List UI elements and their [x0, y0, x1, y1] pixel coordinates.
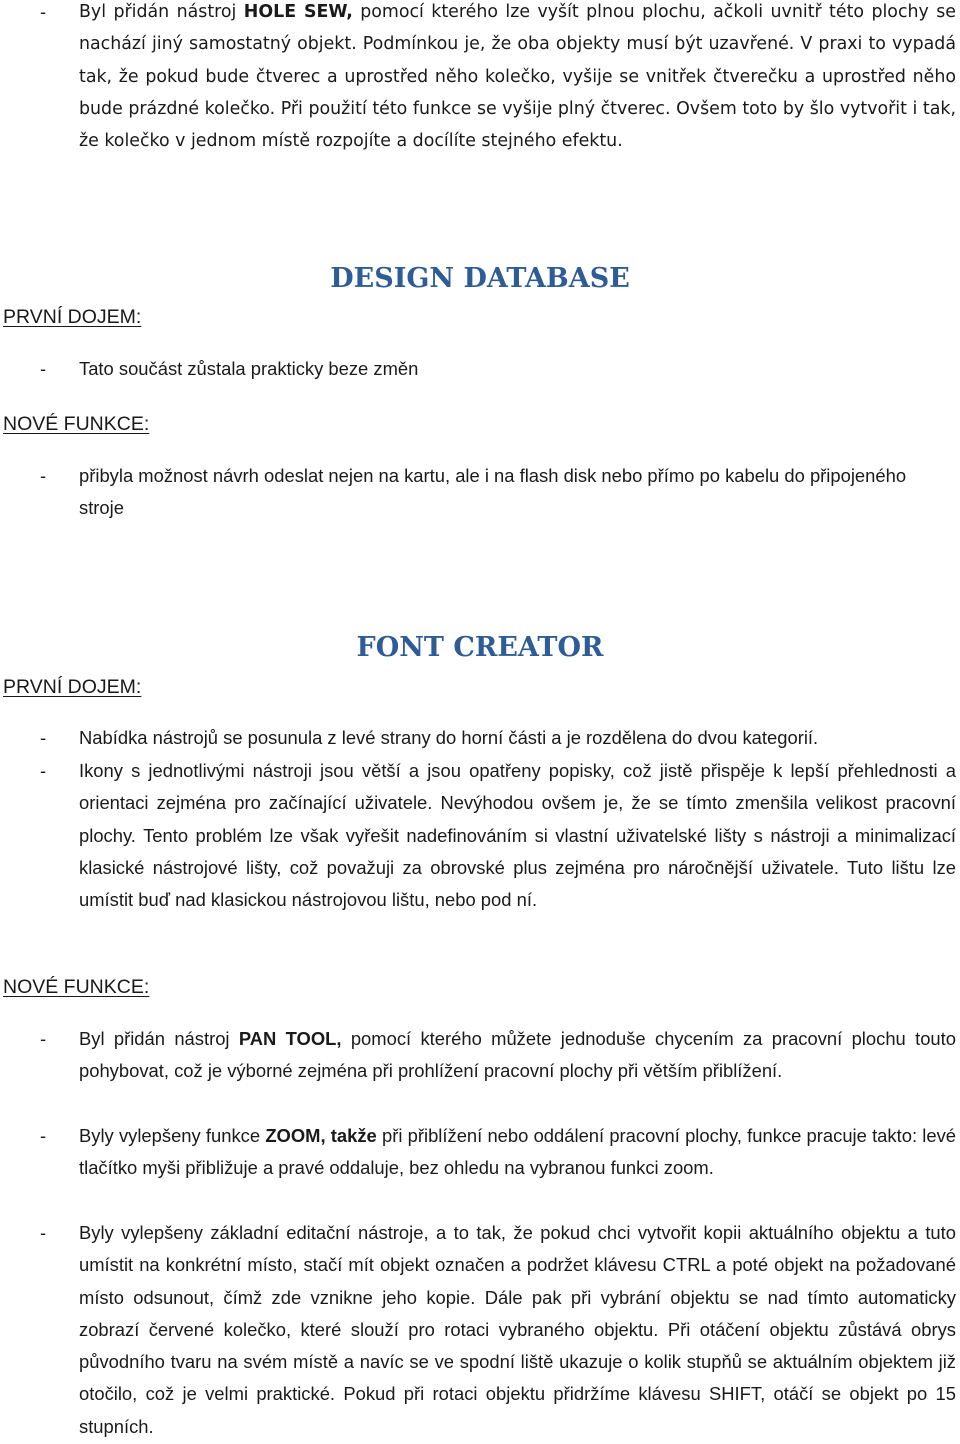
list-item: [0, 755, 956, 916]
list-item-text: Tato součást zůstala prakticky beze změn: [79, 358, 419, 379]
section-title-font-creator: FONT CREATOR: [356, 632, 604, 663]
heading-first-impression: PRVNÍ DOJEM:: [3, 676, 142, 698]
list-item-text: přibyla možnost návrh odeslat nejen na kartu, ale i na flash disk nebo přímo po kabelu do připojeného stroje: [79, 465, 907, 519]
section-title-design-database: DESIGN DATABASE: [330, 263, 630, 294]
bullet-dash: -: [40, 1, 47, 22]
list-item-hole-sew: [0, 0, 956, 157]
bullet-dash: -: [40, 760, 47, 781]
list-item-text: Byly vylepšeny funkce ZOOM, takže při přiblížení nebo oddálení pracovní plochy, funkce pracuje takto: levé tlačítko myši přibližuje a pravé oddaluje, bez ohledu na vybranou funkci zoom.: [79, 1125, 956, 1179]
heading-new-features: NOVÉ FUNKCE:: [3, 413, 150, 435]
bullet-dash: -: [40, 727, 47, 748]
tool-name-hole-sew: HOLE SEW,: [243, 2, 353, 22]
bullet-dash: -: [40, 465, 47, 486]
heading-first-impression: PRVNÍ DOJEM:: [3, 306, 142, 328]
list-item-text: Nabídka nástrojů se posunula z levé strany do horní části a je rozdělena do dvou kategorií.: [79, 727, 819, 748]
list-item: [0, 460, 956, 525]
list-item-pan-tool: [0, 1023, 956, 1088]
list-item-text: Byly vylepšeny základní editační nástroje, a to tak, že pokud chci vytvořit kopii aktuálního objektu a tuto umístit na konkrétní místo, stačí mít objekt označen a podržet klávesu CTRL a poté objekt na požadované místo odsunout, čímž zde vznikne jeho kopie. Dále pak při vybrání objektu se nad tímto automaticky zobrazí červené kolečko, které slouží pro rotaci vybraného objektu. Při otáčení objektu zůstává obrys původního tvaru na svém místě a navíc se ve spodní liště ukazuje o kolik stupňů se aktuálním objektem již otočilo, což je velmi praktické. Pokud při rotaci objektu přidržíme klávesu SHIFT, otáčí se objekt po 15 stupních.: [79, 1222, 956, 1437]
bullet-dash: -: [40, 1028, 47, 1049]
list-item-zoom: [0, 1120, 956, 1185]
list-item: [0, 722, 956, 754]
tool-name-zoom: ZOOM, takže: [265, 1125, 377, 1146]
bullet-dash: -: [40, 1222, 47, 1243]
list-item: [0, 353, 956, 385]
bullet-dash: -: [40, 1125, 47, 1146]
list-item-edit-tools: [0, 1217, 956, 1443]
heading-new-features: NOVÉ FUNKCE:: [3, 976, 150, 998]
list-item-text: Byl přidán nástroj HOLE SEW, pomocí kterého lze vyšít plnou plochu, ačkoli uvnitř této plochy se nachází jiný samostatný objekt. Podmínkou je, že oba objekty musí být uzavřené. V praxi to vypadá tak, že pokud bude čtverec a uprostřed něho kolečko, vyšije se vnitřek čtverečku a uprostřed něho bude prázdné kolečko. Při použití této funkce se vyšije plný čtverec. Ovšem toto by šlo vytvořit i tak, že kolečko v jednom místě rozpojíte a docílíte stejného efektu.: [79, 2, 956, 152]
list-item-text: Ikony s jednotlivými nástroji jsou větší a jsou opatřeny popisky, což jistě přispěje k lepší přehlednosti a orientaci zejména pro začínající uživatele. Nevýhodou ovšem je, že se tímto zmenšila velikost pracovní plochy. Tento problém lze však vyřešit nadefinováním si vlastní uživatelské lišty s nástroji a minimalizací klasické nástrojové lišty, což považuji za obrovské plus zejména pro náročnější uživatele. Tuto lištu lze umístit buď nad klasickou nástrojovou lištu, nebo pod ní.: [79, 760, 956, 911]
list-item-text: Byl přidán nástroj PAN TOOL, pomocí kterého můžete jednoduše chycením za pracovní plochu touto pohybovat, což je výborné zejména při prohlížení pracovní plochy při větším přiblížení.: [79, 1028, 957, 1082]
bullet-dash: -: [40, 358, 47, 379]
tool-name-pan-tool: PAN TOOL,: [238, 1028, 342, 1049]
